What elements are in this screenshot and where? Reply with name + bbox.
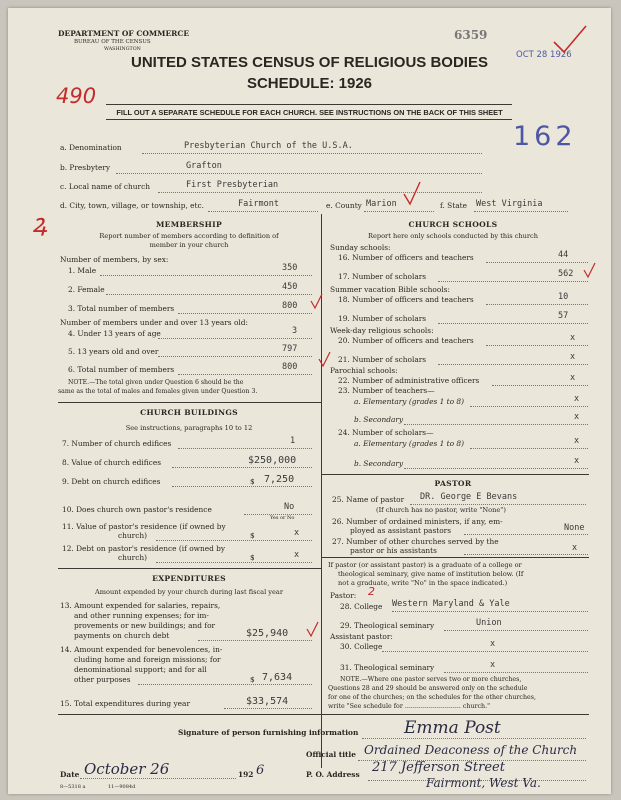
q13-label-2: and other running expenses; for im- [74, 611, 209, 620]
q4-label: 4. Under 13 years of age [68, 329, 161, 338]
q23-label: 23. Number of teachers— [338, 386, 435, 395]
form-code: 8—5318 a [60, 784, 86, 790]
print-code: 11—9084d [108, 784, 136, 790]
local-name-value: First Presbyterian [186, 180, 279, 190]
instruction-banner: FILL OUT A SEPARATE SCHEDULE FOR EACH CHURCH. SEE INSTRUCTIONS ON THE BACK OF THIS SHEET [116, 108, 503, 117]
q8-label: 8. Value of church edifices [62, 458, 161, 467]
q12-label-2: church) [118, 553, 147, 562]
q25-label: 25. Name of pastor [332, 495, 405, 504]
denomination-value: Presbyterian Church of the U.S.A. [184, 141, 353, 151]
q12-label-1: 12. Debt on pastor's residence (if owned by [62, 544, 226, 553]
q2-label: 2. Female [68, 285, 105, 294]
pastor-note-1: NOTE.—Where one pastor serves two or more churches, [340, 676, 522, 683]
buildings-intro: See instructions, paragraphs 10 to 12 [125, 424, 253, 432]
red-annotation-number: 490 [56, 84, 97, 108]
presbytery-label: b. Presbytery [60, 163, 111, 172]
q24b-label: b. Secondary [354, 459, 404, 468]
assistant-pastor-label: Assistant pastor: [330, 632, 393, 641]
q11-label-1: 11. Value of pastor's residence (if owned by [62, 522, 226, 531]
q26-value: None [564, 523, 585, 533]
signature-value: Emma Post [404, 718, 501, 738]
county-check-mark [402, 180, 422, 206]
official-title-label: Official title [306, 750, 356, 759]
q13-value: $25,940 [246, 628, 289, 639]
sunday-label: Sunday schools: [330, 243, 391, 252]
census-form [8, 8, 611, 794]
official-title-value: Ordained Deaconess of the Church [364, 743, 578, 757]
q11-dollar: $ [250, 531, 255, 540]
expenditures-intro: Amount expended by your church during last fiscal year [94, 588, 284, 596]
q14-label-2: cluding home and foreign missions; for [74, 655, 221, 664]
schools-heading: CHURCH SCHOOLS [408, 220, 498, 229]
q25-note: (If church has no pastor, write "None") [376, 506, 506, 514]
q23a-label: a. Elementary (grades 1 to 8) [354, 397, 465, 406]
blue-annotation-number: 162 [513, 121, 577, 152]
q16-label: 16. Number of officers and teachers [338, 253, 474, 262]
q5-value: 797 [282, 344, 298, 354]
q6-value: 800 [282, 362, 298, 372]
q24a-value: x [574, 436, 580, 446]
q21-value: x [570, 352, 576, 362]
city-name: WASHINGTON [104, 47, 141, 52]
presbytery-value: Grafton [186, 161, 222, 171]
membership-intro-1: Report number of members according to definition of [99, 232, 279, 240]
city-label: d. City, town, village, or township, etc. [60, 201, 205, 210]
county-value: Marion [366, 199, 397, 209]
q28-value: Western Maryland & Yale [392, 599, 510, 609]
age-header: Number of members under and over 13 years old: [60, 318, 248, 327]
pastor-sub-label: Pastor: [330, 591, 357, 600]
state-value: West Virginia [476, 199, 543, 209]
date-stamp: OCT 28 1926 [516, 50, 572, 60]
date-label: Date [60, 770, 80, 779]
form-title: UNITED STATES CENSUS OF RELIGIOUS BODIES [131, 54, 488, 71]
q14-label-4: other purposes [74, 675, 131, 684]
q27-label-2: pastor or his assistants [350, 546, 437, 555]
weekday-label: Week-day religious schools: [330, 326, 434, 335]
q1-label: 1. Male [68, 266, 97, 275]
q14-label-3: denominational support; and for all [74, 665, 207, 674]
q18-label: 18. Number of officers and teachers [338, 295, 474, 304]
q17-check-mark [583, 261, 597, 279]
q9-dollar: $ [250, 477, 255, 486]
q21-label: 21. Number of scholars [338, 355, 427, 364]
q17-label: 17. Number of scholars [338, 272, 427, 281]
expenditures-heading: EXPENDITURES [152, 574, 226, 583]
q8-value: $250,000 [248, 455, 297, 466]
q1-value: 350 [282, 263, 298, 273]
q11-label-2: church) [118, 531, 147, 540]
schools-intro: Report here only schools conducted by this church [368, 232, 538, 240]
state-label: f. State [440, 201, 467, 210]
address-line-2: Fairmont, West Va. [426, 776, 541, 790]
pastor-note-2: Questions 28 and 29 should be answered only on the schedule [328, 685, 528, 692]
q12-dollar: $ [250, 553, 255, 562]
pastor-note-4: write "See schedule for ............................ church." [328, 703, 491, 710]
grad-note-2: theological seminary, give name of institution below. (If [338, 570, 524, 578]
red-margin-mark: ꝝ [32, 209, 48, 239]
q15-value: $33,574 [246, 696, 289, 707]
year-prefix: 192 [238, 770, 254, 779]
q3-value: 800 [282, 301, 298, 311]
q6-label: 6. Total number of members [68, 365, 175, 374]
q23b-value: x [574, 412, 580, 422]
q26-label-2: ployed as assistant pastors [350, 526, 452, 535]
q13-check-mark [306, 620, 320, 638]
q12-value: x [294, 550, 300, 560]
q29-label: 29. Theological seminary [340, 621, 435, 630]
signature-label: Signature of person furnishing information [178, 728, 359, 737]
q20-value: x [570, 333, 576, 343]
q28-label: 28. College [340, 602, 383, 611]
city-value: Fairmont [238, 199, 279, 209]
q15-label: 15. Total expenditures during year [60, 699, 190, 708]
grad-note-3: not a graduate, write "No" in the space indicated.) [338, 579, 508, 587]
year-value: 6 [256, 763, 265, 778]
q24-label: 24. Number of scholars— [338, 428, 434, 437]
q7-value: 1 [290, 436, 296, 446]
q13-label-4: payments on church debt [74, 631, 170, 640]
q10-value: No [284, 502, 295, 512]
q29-value: Union [476, 618, 502, 628]
q22-value: x [570, 373, 576, 383]
q19-value: 57 [558, 311, 569, 321]
grad-note-1: If pastor (or assistant pastor) is a graduate of a college or [328, 561, 522, 569]
q10-label: 10. Does church own pastor's residence [62, 505, 212, 514]
q23a-value: x [574, 394, 580, 404]
membership-heading: MEMBERSHIP [155, 220, 223, 229]
q14-value: 7,634 [262, 672, 293, 683]
address-value: 217 Jefferson Street [372, 760, 505, 775]
q20-label: 20. Number of officers and teachers [338, 336, 474, 345]
q18-value: 10 [558, 292, 569, 302]
by-sex-label: Number of members, by sex: [60, 255, 169, 264]
q30-value: x [490, 639, 496, 649]
q24b-value: x [574, 456, 580, 466]
pastor-note-3: for one of the churches; on the schedules for the other churches, [328, 694, 536, 701]
q26-label-1: 26. Number of ordained ministers, if any, em- [332, 517, 503, 526]
bureau-name: BUREAU OF THE CENSUS [74, 39, 151, 45]
q13-label-1: 13. Amount expended for salaries, repairs, [60, 601, 221, 610]
pastor-heading: PASTOR [434, 479, 472, 488]
q4-value: 3 [292, 326, 298, 336]
form-number: 6359 [454, 28, 488, 42]
q14-label-1: 14. Amount expended for benevolences, in- [60, 645, 223, 654]
q13-label-3: provements or new buildings; and for [74, 621, 216, 630]
q3-check-mark [310, 292, 324, 310]
q5-label: 5. 13 years old and over [68, 347, 159, 356]
q22-label: 22. Number of administrative officers [338, 376, 480, 385]
membership-note-2: same as the total of males and females given under Question 3. [58, 388, 258, 395]
q9-value: 7,250 [264, 474, 295, 485]
q19-label: 19. Number of scholars [338, 314, 427, 323]
date-value: October 26 [84, 760, 170, 778]
address-label: P. O. Address [306, 770, 360, 779]
parochial-label: Parochial schools: [330, 366, 398, 375]
q7-label: 7. Number of church edifices [62, 439, 172, 448]
schedule-title: SCHEDULE: 1926 [246, 75, 373, 92]
q24a-label: a. Elementary (grades 1 to 8) [354, 439, 465, 448]
membership-note-1: NOTE.—The total given under Question 6 should be the [68, 379, 244, 386]
q31-value: x [490, 660, 496, 670]
department-name: DEPARTMENT OF COMMERCE [58, 29, 190, 38]
q23b-label: b. Secondary [354, 415, 404, 424]
q27-value: x [572, 543, 578, 553]
summer-label: Summer vacation Bible schools: [330, 285, 450, 294]
q17-value: 562 [558, 269, 574, 279]
local-name-label: c. Local name of church [60, 182, 150, 191]
q9-label: 9. Debt on church edifices [62, 477, 161, 486]
denomination-label: a. Denomination [60, 143, 122, 152]
q11-value: x [294, 528, 300, 538]
q25-value: DR. George E Bevans [420, 492, 518, 502]
yes-no-hint: Yes or No [270, 515, 295, 521]
membership-intro-2: member in your church [149, 241, 229, 249]
q30-label: 30. College [340, 642, 383, 651]
q16-value: 44 [558, 250, 569, 260]
county-label: e. County [326, 201, 362, 210]
red-numeral-2: 2 [368, 585, 375, 598]
red-check-mark [550, 22, 590, 56]
q3-label: 3. Total number of members [68, 304, 175, 313]
q2-value: 450 [282, 282, 298, 292]
q14-dollar: $ [250, 675, 255, 684]
buildings-heading: CHURCH BUILDINGS [140, 408, 238, 417]
q31-label: 31. Theological seminary [340, 663, 435, 672]
q27-label-1: 27. Number of other churches served by the [332, 537, 499, 546]
